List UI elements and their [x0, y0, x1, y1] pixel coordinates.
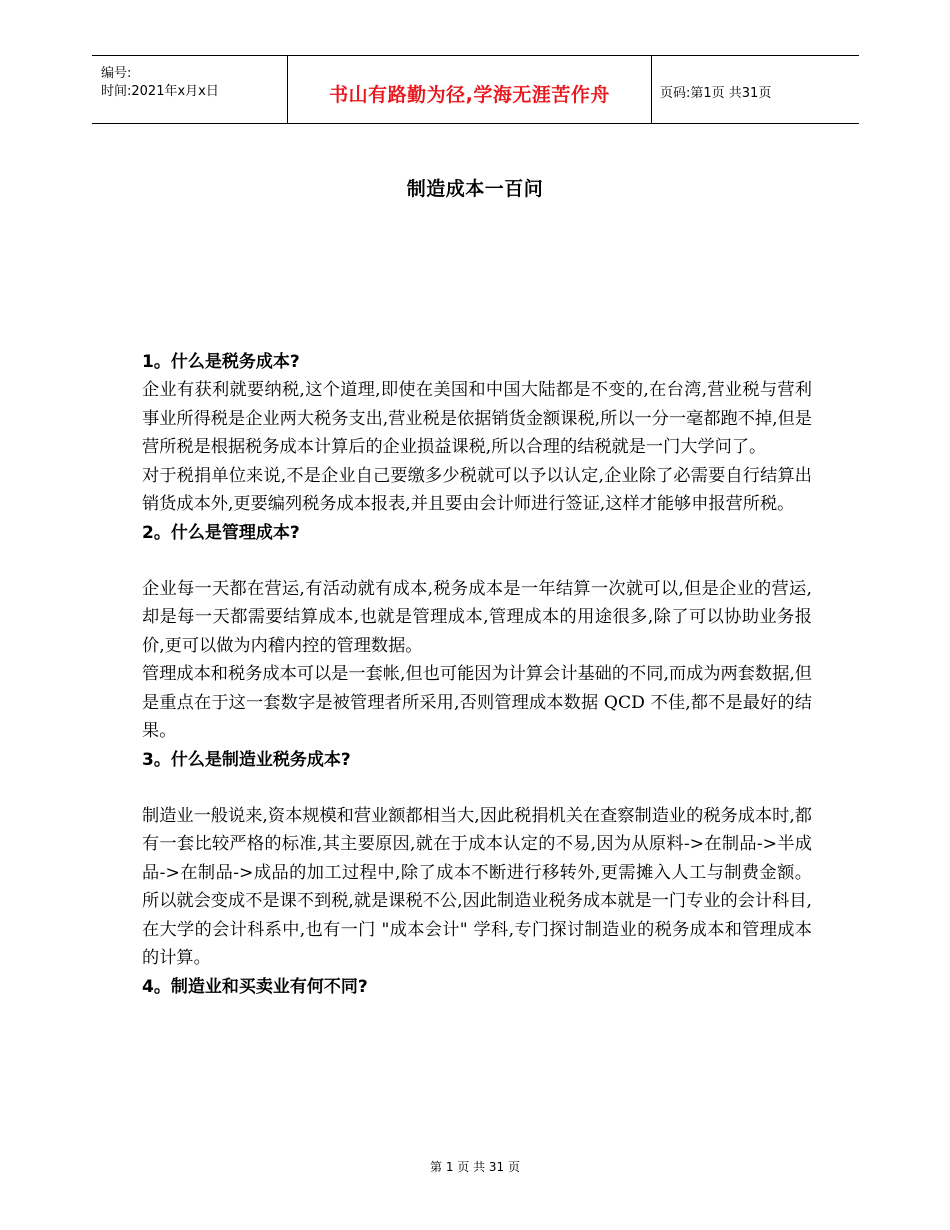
blank-line: [142, 774, 812, 802]
blank-line: [142, 547, 812, 575]
time-label: 时间:2021年x月x日: [101, 84, 219, 99]
page-info: 页码:第1页 共31页: [660, 86, 772, 101]
page-header: [92, 55, 859, 124]
header-motto-cell: [287, 56, 652, 123]
question-heading: 3。什么是制造业税务成本?: [142, 749, 351, 770]
question-heading: 4。制造业和买卖业有何不同?: [142, 976, 368, 997]
paragraph: 制造业一般说来,资本规模和营业额都相当大,因此税捐机关在查察制造业的税务成本时,都有一套比较严格的标准,其主要原因,就在于成本认定的不易,因为从原料->在制品->半成品->在制品->成品的加工过程中,除了成本不断进行移转外,更需摊入人工与制费金额。所以就会变成不是课不到税,就是课税不公,因此制造业税务成本就是一门专业的会计科目,在大学的会计科系中,也有一门 "成本会计" 学科,专门探讨制造业的税务成本和管理成本的计算。: [142, 805, 812, 968]
paragraph: 企业每一天都在营运,有活动就有成本,税务成本是一年结算一次就可以,但是企业的营运,却是每一天都需要结算成本,也就是管理成本,管理成本的用途很多,除了可以协助业务报价,更可以做为内稽内控的管理数据。: [142, 578, 812, 656]
paragraph: 管理成本和税务成本可以是一套帐,但也可能因为计算会计基础的不同,而成为两套数据,但是重点在于这一套数字是被管理者所采用,否则管理成本数据 QCD 不佳,都不是最好的结果。: [142, 664, 812, 741]
page-footer: 第 1 页 共 31 页: [430, 1160, 520, 1174]
question-heading: 2。什么是管理成本?: [142, 522, 300, 543]
header-page-cell: [651, 56, 859, 123]
header-meta-cell: [92, 56, 287, 123]
paragraph: 企业有获利就要纳税,这个道理,即使在美国和中国大陆都是不变的,在台湾,营业税与营利事业所得税是企业两大税务支出,营业税是依据销货金额课税,所以一分一毫都跑不掉,但是营所税是根据税务成本计算后的企业损益课税,所以合理的结税就是一门大学问了。: [142, 380, 812, 457]
paragraph: 对于税捐单位来说,不是企业自己要缴多少税就可以予以认定,企业除了必需要自行结算出销货成本外,更要编列税务成本报表,并且要由会计师进行签证,这样才能够申报营所税。: [142, 465, 812, 514]
number-label: 编号:: [101, 66, 132, 81]
motto-text: 书山有路勤为径,学海无涯苦作舟: [329, 84, 610, 106]
question-heading: 1。什么是税务成本?: [142, 352, 300, 372]
document-body: [142, 348, 812, 1001]
document-title: 制造成本一百问: [406, 178, 544, 200]
